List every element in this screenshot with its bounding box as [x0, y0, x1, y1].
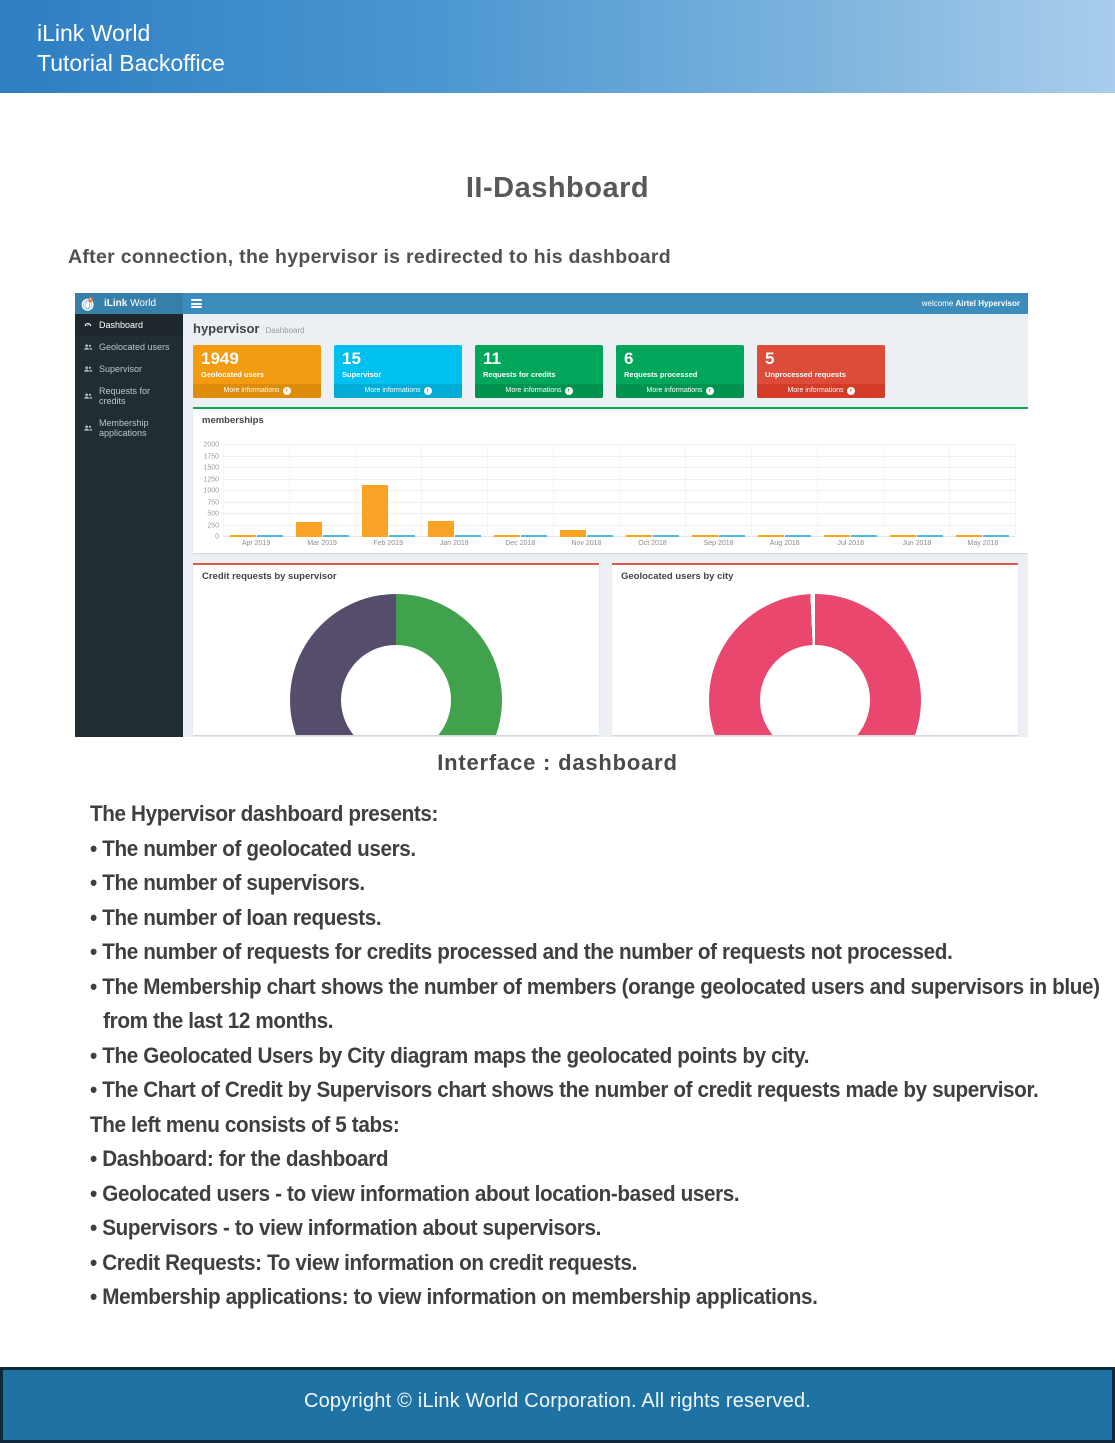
sidebar-item-geolocated-users[interactable] — [75, 336, 183, 358]
sidebar-menu — [75, 314, 183, 737]
supervisors-bar[interactable] — [653, 535, 679, 537]
geolocated-users-bar[interactable] — [230, 535, 256, 537]
stat-label: Geolocated users — [201, 370, 264, 379]
bar-group-jan-2019 — [422, 445, 488, 537]
bar-group-sep-2018 — [686, 445, 752, 537]
geolocated-users-bar[interactable] — [494, 535, 520, 537]
x-axis-tick-label: Feb 2019 — [373, 540, 403, 547]
y-axis-tick-label: 750 — [207, 499, 219, 506]
body-line: • The Chart of Credit by Supervisors chart shows the number of credit requests made by supervisor. — [90, 1077, 1039, 1102]
bar-groups — [223, 445, 1016, 537]
bar-group-jun-2018 — [884, 445, 950, 537]
supervisors-bar[interactable] — [389, 535, 415, 537]
body-line: • Supervisors - to view information about supervisors. — [90, 1215, 601, 1240]
globe-pin-logo-icon — [80, 296, 96, 312]
supervisors-bar[interactable] — [719, 535, 745, 537]
body-line: The Hypervisor dashboard presents: — [90, 801, 439, 826]
banner-line1: iLink World — [37, 20, 151, 46]
more-informations-button[interactable] — [334, 384, 462, 398]
x-axis-tick-label: Jan 2019 — [439, 540, 469, 547]
brand-name — [104, 298, 156, 309]
bar-group-nov-2018 — [554, 445, 620, 537]
more-informations-button[interactable] — [757, 384, 885, 398]
geolocated-users-bar[interactable] — [296, 522, 322, 537]
more-informations-label: More informations — [223, 387, 280, 394]
donut-hole — [760, 645, 870, 735]
more-informations-label: More informations — [646, 387, 703, 394]
more-informations-label: More informations — [364, 387, 421, 394]
body-line: • The Geolocated Users by City diagram maps the geolocated points by city. — [90, 1042, 810, 1068]
body-line: • The number of loan requests. — [90, 904, 382, 930]
supervisors-bar[interactable] — [455, 535, 481, 537]
geolocated-users-bar[interactable] — [824, 535, 850, 537]
stat-card-supervisor — [334, 345, 462, 398]
credit-requests-donut-chart — [290, 594, 502, 735]
bar-group-mar-2019 — [290, 445, 356, 537]
circle-arrow-icon: › — [847, 387, 855, 395]
sidebar-item-label: Supervisor — [99, 364, 143, 374]
dashboard-main — [183, 314, 1028, 737]
breadcrumb: Dashboard — [265, 326, 305, 335]
memberships-bar-chart — [203, 441, 1016, 541]
body-line: • The number of supervisors. — [90, 870, 365, 895]
x-axis-tick-label: Nov 2018 — [571, 540, 602, 547]
page-footer — [0, 1367, 1115, 1443]
users-icon — [83, 365, 94, 374]
stat-value: 5 — [765, 349, 775, 368]
users-icon — [83, 392, 94, 401]
body-line: • The number of geolocated users. — [90, 835, 416, 861]
y-axis-tick-label: 1000 — [203, 487, 219, 495]
x-axis-tick-label: Aug 2018 — [769, 540, 800, 547]
x-axis-tick-label: Apr 2019 — [241, 540, 271, 547]
sidebar-item-label: Dashboard — [99, 320, 144, 330]
geolocated-users-bar[interactable] — [890, 535, 916, 537]
page-heading — [193, 321, 1018, 343]
supervisors-bar[interactable] — [587, 535, 613, 537]
bar-group-may-2018 — [950, 445, 1016, 537]
body-line: • Membership applications: to view information on membership applications. — [90, 1284, 818, 1309]
page-subtitle: After connection, the hypervisor is redirected to his dashboard — [68, 246, 671, 268]
credit-requests-title: Credit requests by supervisor — [202, 571, 337, 582]
geolocated-users-title: Geolocated users by city — [621, 571, 734, 582]
more-informations-button[interactable] — [193, 384, 321, 398]
sidebar-item-requests-for-credits[interactable] — [75, 380, 183, 412]
stat-label: Requests processed — [624, 370, 698, 379]
dashboard-screenshot — [75, 293, 1028, 737]
body-line: from the last 12 months. — [103, 1008, 334, 1033]
y-axis-tick-label: 500 — [207, 510, 219, 518]
users-icon — [83, 424, 94, 433]
y-axis-tick-label: 0 — [215, 533, 219, 541]
more-informations-label: More informations — [787, 387, 844, 394]
y-axis-tick-label: 2000 — [203, 441, 219, 449]
y-axis-tick-label: 1500 — [203, 464, 219, 472]
supervisors-bar[interactable] — [785, 535, 811, 537]
x-axis-tick-label: May 2018 — [967, 540, 999, 547]
bar-group-jul-2018 — [818, 445, 884, 537]
dashboard-icon — [83, 321, 94, 330]
geolocated-users-bar[interactable] — [362, 485, 388, 537]
brand-name-rest: World — [127, 298, 157, 309]
sidebar-item-label: Geolocated users — [99, 342, 170, 352]
geolocated-users-bar[interactable] — [626, 535, 652, 537]
geolocated-users-bar[interactable] — [560, 530, 586, 537]
body-line: • The Membership chart shows the number of members (orange geolocated users and supervisors in blue) — [90, 973, 1100, 999]
body-line: The left menu consists of 5 tabs: — [90, 1111, 400, 1137]
more-informations-button[interactable] — [616, 384, 744, 398]
memberships-panel — [193, 407, 1028, 553]
body-line: • Geolocated users - to view information about location-based users. — [90, 1180, 740, 1206]
stat-card-unprocessed-requests — [757, 345, 885, 398]
circle-arrow-icon: › — [424, 387, 432, 395]
stat-value: 15 — [342, 349, 361, 368]
circle-arrow-icon: › — [283, 387, 291, 395]
geolocated-users-bar[interactable] — [758, 535, 784, 537]
brand-logo-zone[interactable] — [75, 293, 183, 314]
stat-value: 1949 — [201, 349, 239, 368]
footer-text: Copyright © iLink World Corporation. All rights reserved. — [303, 1390, 812, 1412]
supervisors-bar[interactable] — [257, 535, 283, 537]
x-axis-tick-label: Sep 2018 — [703, 540, 734, 547]
supervisors-bar[interactable] — [983, 535, 1009, 537]
supervisors-bar[interactable] — [917, 535, 943, 537]
dashboard-navbar — [75, 293, 1028, 314]
bar-group-feb-2019 — [356, 445, 422, 537]
banner-line2: Tutorial Backoffice — [37, 50, 225, 76]
y-axis-tick-label: 1250 — [203, 476, 219, 483]
geolocated-users-bar[interactable] — [428, 521, 454, 537]
header-banner — [0, 0, 1115, 93]
body-line: • Dashboard: for the dashboard — [90, 1146, 389, 1171]
donut-hole — [341, 645, 451, 735]
stat-value: 6 — [624, 349, 634, 368]
stat-label: Requests for credits — [483, 370, 556, 379]
circle-arrow-icon: › — [706, 387, 714, 395]
circle-arrow-icon: › — [565, 387, 573, 395]
hamburger-menu-icon[interactable] — [191, 299, 202, 308]
supervisors-bar[interactable] — [323, 535, 349, 537]
supervisors-bar[interactable] — [851, 535, 877, 537]
geolocated-users-donut-chart — [709, 594, 921, 735]
geolocated-users-bar[interactable] — [956, 535, 982, 537]
x-axis-labels — [223, 540, 1016, 547]
bar-group-apr-2019 — [223, 445, 290, 537]
welcome-user-name: Airtel Hypervisor — [955, 299, 1020, 308]
bar-group-oct-2018 — [620, 445, 686, 537]
credit-requests-panel — [193, 563, 599, 735]
x-axis-tick-label: Mar 2019 — [307, 540, 337, 547]
stat-label: Supervisor — [342, 370, 382, 379]
stat-value: 11 — [483, 349, 501, 368]
supervisors-bar[interactable] — [521, 535, 547, 537]
bar-group-dec-2018 — [488, 445, 554, 537]
brand-name-bold: iLink — [104, 298, 128, 309]
sidebar-item-label: Membership applications — [99, 418, 149, 438]
body-line: • Credit Requests: To view information on credit requests. — [90, 1249, 637, 1275]
geolocated-users-bar[interactable] — [692, 535, 718, 537]
stat-card-requests-processed — [616, 345, 744, 398]
stat-card-requests-for-credits — [475, 345, 603, 398]
sidebar-item-dashboard[interactable] — [75, 314, 183, 336]
sidebar-item-membership-applications[interactable] — [75, 412, 183, 444]
x-axis-tick-label: Jul 2018 — [837, 540, 864, 547]
body-text — [90, 797, 1100, 1315]
y-axis-tick-label: 250 — [207, 522, 219, 529]
users-icon — [83, 343, 94, 352]
stat-label: Unprocessed requests — [765, 370, 846, 379]
more-informations-label: More informations — [505, 387, 562, 394]
more-informations-button[interactable] — [475, 384, 603, 398]
stat-cards-row — [193, 345, 1018, 398]
heading-title: hypervisor — [193, 321, 260, 336]
sidebar-item-supervisor[interactable] — [75, 358, 183, 380]
stat-card-geolocated-users — [193, 345, 321, 398]
geolocated-users-panel — [612, 563, 1018, 735]
x-axis-tick-label: Oct 2018 — [638, 540, 667, 547]
donut-panels-row — [193, 563, 1018, 735]
x-axis-tick-label: Jun 2018 — [902, 540, 932, 547]
memberships-title: memberships — [202, 415, 264, 426]
y-axis-tick-label: 1750 — [203, 453, 219, 460]
sidebar-item-label: Requests for credits — [99, 386, 151, 406]
screenshot-caption: Interface : dashboard — [437, 750, 678, 775]
bar-group-aug-2018 — [752, 445, 818, 537]
page-title: II-Dashboard — [465, 172, 650, 204]
welcome-text: welcome Airtel Hypervisor — [921, 299, 1020, 308]
body-line: • The number of requests for credits processed and the number of requests not processed. — [90, 939, 953, 964]
x-axis-tick-label: Dec 2018 — [505, 540, 536, 547]
